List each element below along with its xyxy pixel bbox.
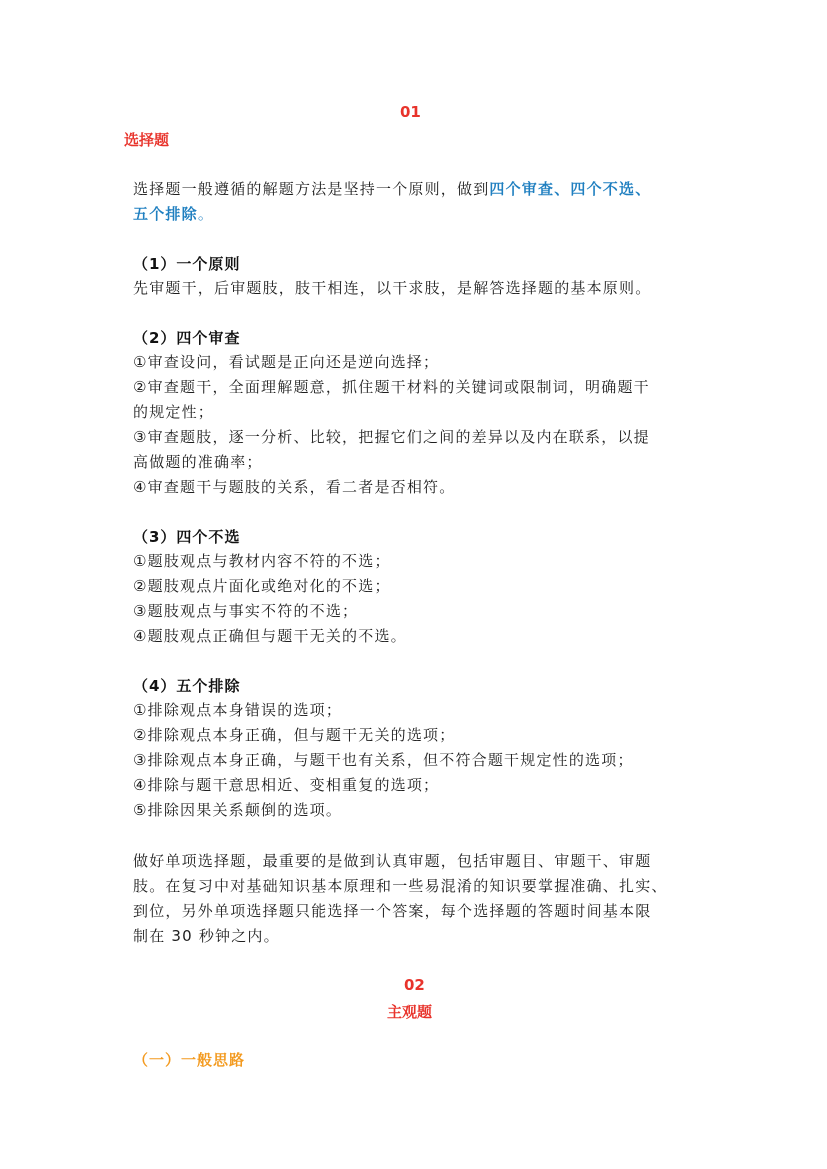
intro-line-1	[133, 178, 651, 199]
summary-line: 制在 30 秒钟之内。	[133, 927, 280, 945]
heading-exclusions: （4）五个排除	[133, 677, 241, 695]
no-select-line: ②题肢观点片面化或绝对化的不选；	[133, 577, 391, 595]
intro-highlight-2: 五个排除	[133, 205, 198, 223]
review-line: ④审查题干与题肢的关系，看二者是否相符。	[133, 478, 456, 496]
review-line: ③审查题肢，逐一分析、比较，把握它们之间的差异以及内在联系，以提	[133, 428, 650, 446]
review-line: ①审查设问，看试题是正向还是逆向选择；	[133, 353, 440, 371]
no-select-line: ④题肢观点正确但与题干无关的不选。	[133, 627, 407, 645]
section-number-01: 01	[400, 103, 421, 121]
exclusion-line: ①排除观点本身错误的选项；	[133, 701, 343, 719]
section-title-choice: 选择题	[124, 131, 170, 149]
summary-line: 做好单项选择题，最重要的是做到认真审题，包括审题目、审题干、审题	[133, 852, 652, 870]
principle-line: 先审题干，后审题肢，肢干相连，以干求肢，是解答选择题的基本原则。	[133, 279, 652, 297]
review-line: 的规定性；	[133, 403, 215, 421]
exclusion-line: ③排除观点本身正确，与题干也有关系，但不符合题干规定性的选项；	[133, 751, 634, 769]
subheading-general-approach: （一）一般思路	[133, 1051, 246, 1069]
no-select-line: ①题肢观点与教材内容不符的不选；	[133, 552, 391, 570]
section-title-subjective: 主观题	[387, 1003, 433, 1021]
section-number-02: 02	[404, 976, 425, 994]
heading-principle: （1）一个原则	[133, 255, 241, 273]
summary-line: 肢。在复习中对基础知识基本原理和一些易混淆的知识要掌握准确、扎实、	[133, 877, 668, 895]
summary-line: 到位，另外单项选择题只能选择一个答案，每个选择题的答题时间基本限	[133, 902, 652, 920]
no-select-line: ③题肢观点与事实不符的不选；	[133, 602, 359, 620]
intro-line-2	[133, 203, 214, 224]
review-line: ②审查题干，全面理解题意，抓住题干材料的关键词或限制词，明确题干	[133, 378, 650, 396]
intro-text: 选择题一般遵循的解题方法是坚持一个原则，做到	[133, 180, 490, 198]
heading-no-select: （3）四个不选	[133, 528, 241, 546]
exclusion-line: ⑤排除因果关系颠倒的选项。	[133, 801, 343, 819]
intro-highlight-1: 四个审查、四个不选、	[489, 180, 652, 198]
review-line: 高做题的准确率；	[133, 453, 263, 471]
exclusion-line: ②排除观点本身正确，但与题干无关的选项；	[133, 726, 456, 744]
exclusion-line: ④排除与题干意思相近、变相重复的选项；	[133, 776, 440, 794]
heading-reviews: （2）四个审查	[133, 329, 241, 347]
intro-end: 。	[197, 205, 215, 223]
